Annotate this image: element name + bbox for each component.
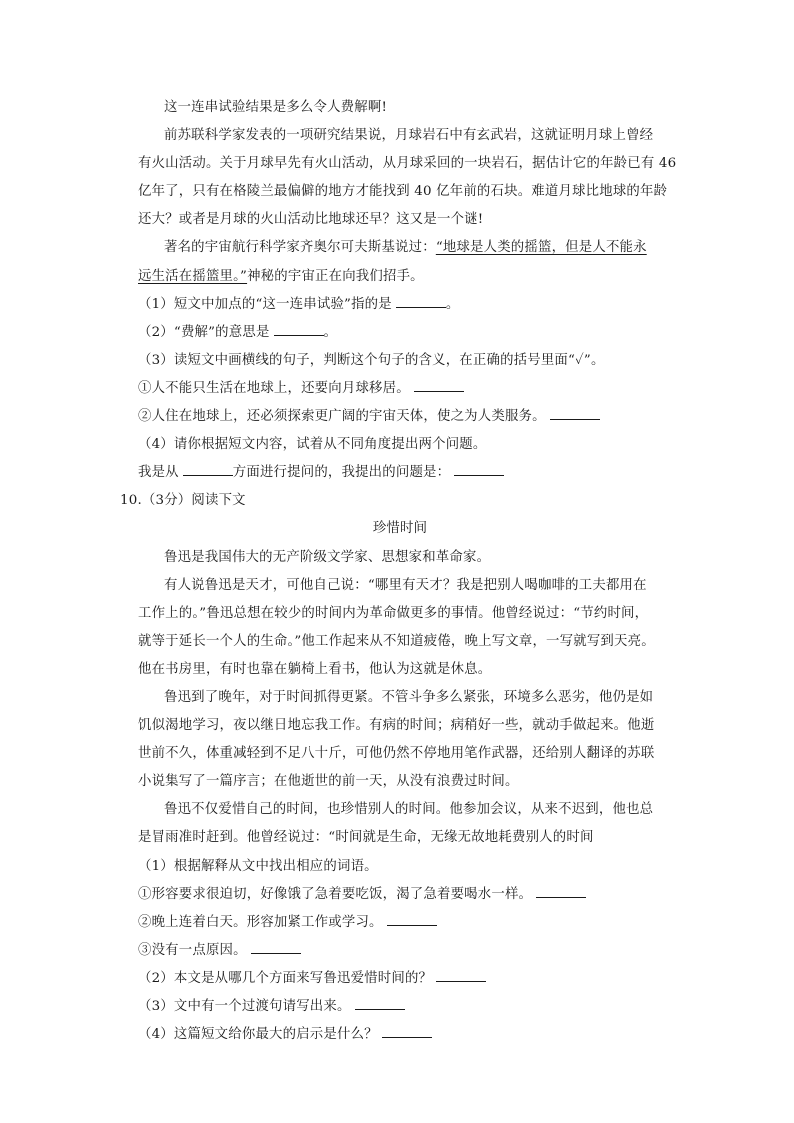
document-content [120,94,680,1049]
underlined-quote-part2: 远生活在摇篮里。” [138,268,248,284]
passage2-line-2: 有人说鲁迅是天才，可他自己说：“哪里有天才？我是把别人喝咖啡的工夫都用在 [164,577,647,593]
passage1-line-5: 还大？或者是月球的火山活动比地球还早？这又是一个谜! [138,212,484,228]
q10-1-b-blank[interactable] [387,911,437,926]
passage2-line-1: 鲁迅是我国伟大的无产阶级文学家、思想家和革命家。 [164,549,491,565]
passage2-line-9: 小说集写了一篇序言；在他逝世的前一天，从没有浪费过时间。 [138,774,519,790]
q4-aspect-blank[interactable] [183,461,233,476]
period: 。 [323,324,338,340]
passage2-line-6: 鲁迅到了晚年，对于时间抓得更紧。不管斗争多么紧张，环境多么恶劣，他仍是如 [164,689,654,705]
q3-line: （3）读短文中画横线的句子，判断这个句子的含义，在正确的括号里面“✓”。 [138,352,605,368]
passage2-line-10: 鲁迅不仅爱惜自己的时间，也珍惜别人的时间。他参加会议，从来不迟到，他也总 [164,802,654,818]
q2-text: （2）“费解”的意思是 [138,324,270,340]
q2-line [120,319,680,347]
q10-3-line [120,993,680,1021]
q10-3-text: （3）文中有一个过渡句请写出来。 [138,999,351,1014]
q1-text: （1）短文中加点的“这一连串试验”指的是 [138,296,392,312]
q10-2-blank[interactable] [436,967,486,982]
q10-1-b-text: ②晚上连着白天。形容加紧工作或学习。 [138,914,383,930]
q10-3-blank[interactable] [355,995,405,1010]
period: 。 [445,296,460,312]
passage1-line-4: 亿年了，只有在格陵兰最偏僻的地方才能找到 40 亿年前的石块。难道月球比地球的年龄 [138,184,668,200]
q10-2-line [120,965,680,993]
q10-2-text: （2）本文是从哪几个方面来写鲁迅爱惜时间的？ [138,970,433,986]
underlined-quote-part1: “地球是人类的摇篮，但是人不能永 [435,240,647,256]
quote-tail: 神秘的宇宙正在向我们招手。 [247,268,424,284]
q10-4-text: （4）这篇短文给你最大的启示是什么？ [138,1027,378,1043]
passage2-line-3: 工作上的。”鲁迅总想在较少的时间内为革命做更多的事情。他曾经说过：“节约时间， [138,605,649,621]
q10-1-a-text: ①形容要求很迫切，好像饿了急着要吃饭，渴了急着要喝水一样。 [138,886,533,902]
q10-1-line: （1）根据解释从文中找出相应的词语。 [138,858,378,874]
q2-answer-blank[interactable] [274,321,324,336]
passage2-line-11: 是冒雨准时赶到。他曾经说过：“时间就是生命，无缘无故地耗费别人的时间 [138,830,594,846]
passage2-line-8: 世前不久，体重减轻到不足八十斤，可他仍然不停地用笔作武器，还给别人翻译的苏联 [138,746,655,762]
q1-line [120,291,680,319]
quote-line-1 [120,234,680,262]
q4-question-blank[interactable] [454,461,504,476]
q10-1-a-line [120,881,680,909]
q10-1-c-blank[interactable] [251,939,301,954]
q4-text-a: 我是从 [138,465,179,481]
q1-answer-blank[interactable] [396,293,446,308]
passage2-title: 珍惜时间 [372,521,428,537]
q3-option-2-blank[interactable] [550,405,600,420]
q10-4-line [120,1021,680,1049]
quote-intro: 著名的宇宙航行科学家齐奥尔可夫斯基说过： [164,240,436,256]
quote-line-2 [120,263,680,291]
q4-line: （4）请你根据短文内容，试着从不同角度提出两个问题。 [138,437,487,453]
passage1-line-2: 前苏联科学家发表的一项研究结果说，月球岩石中有玄武岩，这就证明月球上曾经 [164,128,654,144]
passage1-line-1: 这一连串试验结果是多么令人费解啊! [164,100,388,115]
q10-1-b-line [120,909,680,937]
q10-1-c-text: ③没有一点原因。 [138,942,247,958]
q3-option-1 [120,375,680,403]
passage2-line-5: 他在书房里，有时也靠在躺椅上看书，他认为这就是休息。 [138,661,492,677]
q10-1-c-line [120,937,680,965]
q10-4-blank[interactable] [382,1023,432,1038]
q3-option-1-text: ①人不能只生活在地球上，还要向月球移居。 [138,380,410,396]
passage2-line-4: 就等于延长一个人的生命。”他工作起来从不知道疲倦，晚上写文章，一写就写到天亮。 [138,633,655,649]
q4-text-b: 方面进行提问的，我提出的问题是： [232,465,451,481]
question-10-header: 10.（3分）阅读下文 [120,493,246,509]
q3-option-1-blank[interactable] [414,377,464,392]
q4-answer-line [120,459,680,487]
passage2-line-7: 饥似渴地学习，夜以继日地忘我工作。有病的时间；病稍好一些，就动手做起来。他逝 [138,718,655,734]
passage1-line-3: 有火山活动。关于月球早先有火山活动，从月球采回的一块岩石，据估计它的年龄已有 46 [138,156,677,172]
q3-option-2-text: ②人住在地球上，还必须探索更广阔的宇宙天体，使之为人类服务。 [138,409,546,425]
q3-option-2 [120,403,680,431]
q10-1-a-blank[interactable] [536,883,586,898]
